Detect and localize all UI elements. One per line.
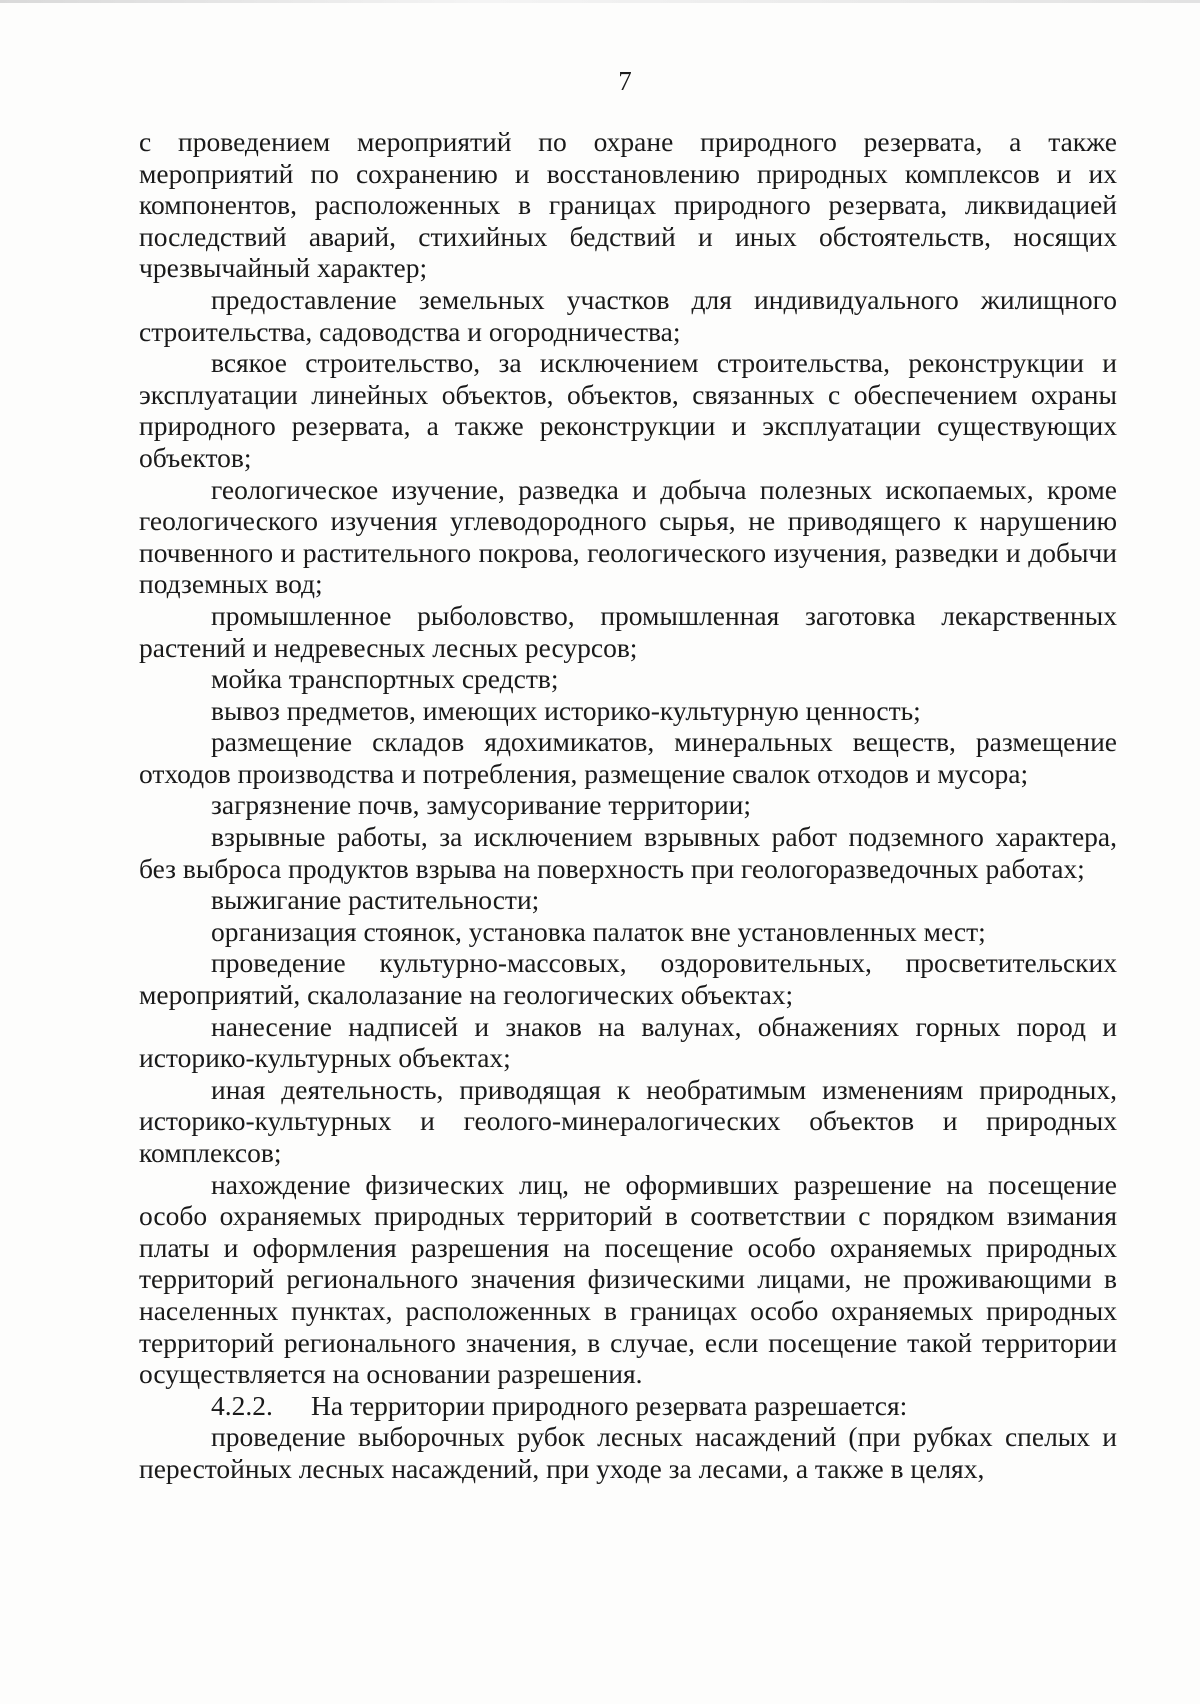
list-item: геологическое изучение, разведка и добыча полезных ископаемых, кроме геологического изучения углеводородного сырья, не приводящего к нарушению почвенного и растительного покрова, геологического изучения, разведки и добычи подземных вод; — [139, 473, 1117, 600]
document-body — [139, 126, 1117, 1485]
list-item: размещение складов ядохимикатов, минеральных веществ, размещение отходов производства и потребления, размещение свалок отходов и мусора; — [139, 726, 1117, 789]
list-item: организация стоянок, установка палаток вне установленных мест; — [211, 915, 986, 947]
list-item: иная деятельность, приводящая к необратимым изменениям природных, историко-культурных и геолого-минералогических объектов и природных комплексов; — [139, 1073, 1117, 1168]
list-item: загрязнение почв, замусоривание территории; — [211, 789, 752, 821]
list-item: предоставление земельных участков для индивидуального жилищного строительства, садоводства и огородничества; — [139, 283, 1117, 347]
list-item: нахождение физических лиц, не оформивших разрешение на посещение особо охраняемых природных территорий в соответствии с порядком взимания платы и оформления разрешения на посещение особо охраняемых природных территорий регионального значения физическими лицами, не проживающими в населенных пунктах, расположенных в границах особо охраняемых природных территорий регионального значения, в случае, если посещение такой территории осуществляется на основании разрешения. — [139, 1168, 1117, 1390]
section-heading — [139, 1390, 1117, 1422]
paragraph-continuation: с проведением мероприятий по охране природного резервата, а также мероприятий по сохранению и восстановлению природных комплексов и их компонентов, расположенных в границах природного резервата, ликвидацией последствий аварий, стихийных бедствий и иных обстоятельств, носящих чрезвычайный характер; — [139, 126, 1117, 284]
page-number: 7 — [618, 66, 632, 96]
list-item: взрывные работы, за исключением взрывных работ подземного характера, без выброса продуктов взрыва на поверхность при геологоразведочных работах; — [139, 821, 1117, 884]
list-item: промышленное рыболовство, промышленная заготовка лекарственных растений и недревесных лесных ресурсов; — [139, 599, 1117, 663]
list-item: мойка транспортных средств; — [211, 663, 559, 695]
list-item: проведение выборочных рубок лесных насаждений (при рубках спелых и перестойных лесных насаждений, при уходе за лесами, а также в целях, — [139, 1421, 1117, 1484]
list-item: вывоз предметов, имеющих историко-культурную ценность; — [211, 694, 921, 726]
list-item: выжигание растительности; — [211, 884, 540, 916]
list-item: всякое строительство, за исключением строительства, реконструкции и эксплуатации линейных объектов, объектов, связанных с обеспечением охраны природного резервата, а также реконструкции и эксплуатации существующих объектов; — [139, 347, 1117, 473]
scan-edge — [0, 0, 1200, 3]
section-title: На территории природного резервата разрешается: — [311, 1389, 908, 1421]
section-number: 4.2.2. — [211, 1389, 273, 1421]
list-item: нанесение надписей и знаков на валунах, обнажениях горных пород и историко-культурных объектах; — [139, 1010, 1117, 1074]
list-item: проведение культурно-массовых, оздоровительных, просветительских мероприятий, скалолазание на геологических объектах; — [139, 947, 1117, 1011]
